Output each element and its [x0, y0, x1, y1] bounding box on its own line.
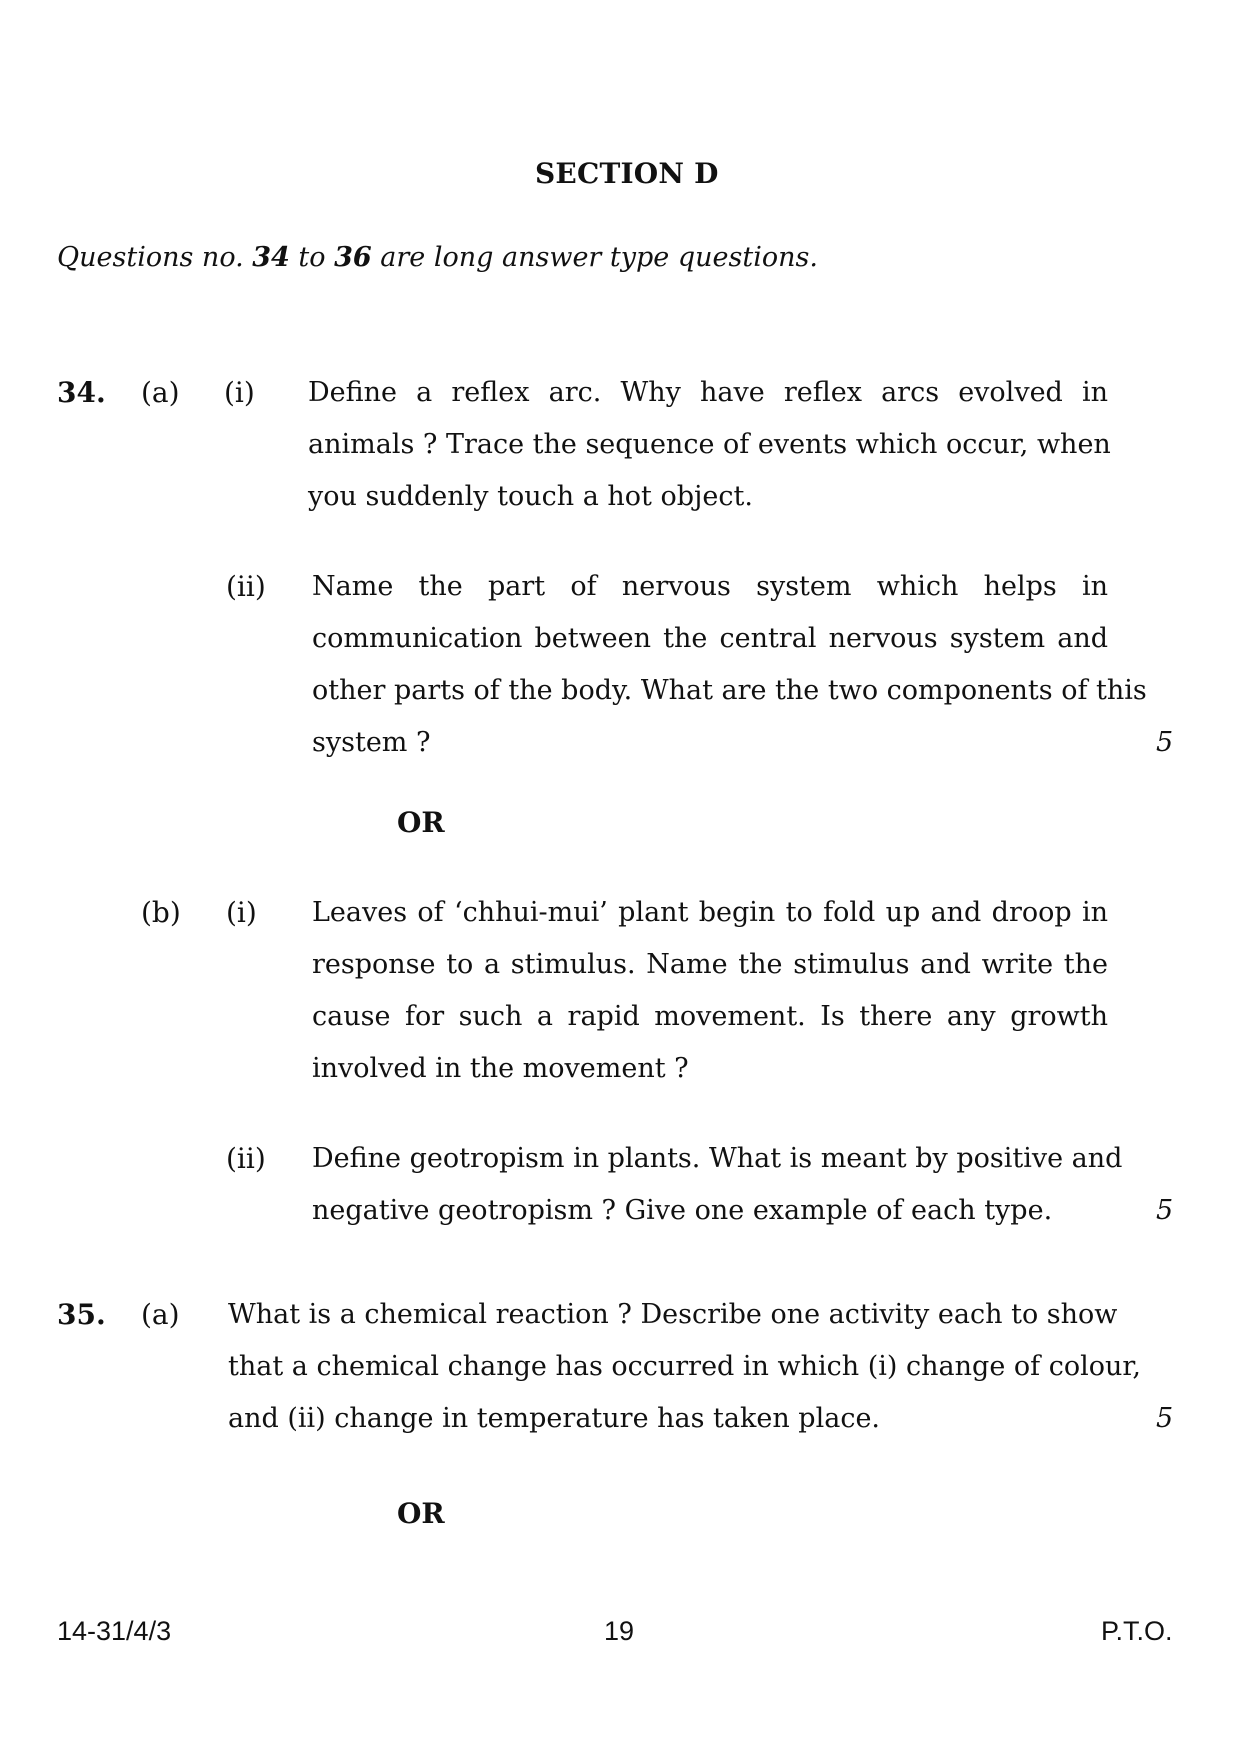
q34-a-i-label: (i) [224, 376, 255, 409]
q34-a-i-line-1: Define a reflex arc. Why have reflex arcs evolved in [308, 377, 1108, 408]
q34-a-i-line-2: animals ? Trace the sequence of events which occur, when [308, 429, 1111, 460]
intro-text-3: are long answer type questions. [371, 242, 818, 273]
question-number-35: 35. [57, 1298, 106, 1331]
q34-or-divider: OR [397, 806, 445, 839]
q34-b-ii-label: (ii) [226, 1142, 266, 1175]
q34-a-ii-line-1: Name the part of nervous system which helps in [312, 571, 1108, 602]
q35-a-marks: 5 [1156, 1403, 1174, 1434]
q35-a-line-1: What is a chemical reaction ? Describe one activity each to show [228, 1299, 1118, 1330]
question-number-34: 34. [57, 376, 106, 409]
q34-part-b-label: (b) [141, 896, 181, 929]
page-number: 19 [604, 1616, 635, 1646]
section-instructions [57, 241, 818, 275]
q34-b-ii-line-2: negative geotropism ? Give one example of each type. [312, 1195, 1053, 1226]
q34-a-ii-line-4: system ? [312, 727, 431, 758]
intro-text-2: to [289, 242, 335, 273]
q34-b-i-label: (i) [226, 896, 257, 929]
q34-b-i-line-3: cause for such a rapid movement. Is there any growth [312, 1001, 1108, 1032]
q34-a-ii-line-3: other parts of the body. What are the two components of this [312, 675, 1147, 706]
q34-b-i-line-1: Leaves of ‘chhui-mui’ plant begin to fold up and droop in [312, 897, 1108, 928]
section-heading: SECTION D [535, 157, 719, 190]
intro-text-1: Questions no. [57, 242, 253, 273]
paper-code: 14-31/4/3 [57, 1616, 172, 1646]
q34-b-marks: 5 [1156, 1195, 1174, 1226]
q35-part-a-label: (a) [141, 1298, 180, 1331]
q35-or-divider: OR [397, 1497, 445, 1530]
q34-a-marks: 5 [1156, 727, 1174, 758]
q34-a-i-line-3: you suddenly touch a hot object. [308, 481, 753, 512]
please-turn-over: P.T.O. [1101, 1616, 1173, 1646]
intro-question-from: 34 [252, 242, 290, 273]
intro-question-to: 36 [334, 242, 372, 273]
q35-a-line-3: and (ii) change in temperature has taken place. [228, 1403, 881, 1434]
q34-b-ii-line-1: Define geotropism in plants. What is meant by positive and [312, 1143, 1123, 1174]
q34-b-i-line-4: involved in the movement ? [312, 1053, 689, 1084]
q34-b-i-line-2: response to a stimulus. Name the stimulus and write the [312, 949, 1108, 980]
q35-a-line-2: that a chemical change has occurred in which (i) change of colour, [228, 1351, 1141, 1382]
q34-part-a-label: (a) [141, 376, 180, 409]
q34-a-ii-label: (ii) [226, 570, 266, 603]
q34-a-ii-line-2: communication between the central nervous system and [312, 623, 1108, 654]
